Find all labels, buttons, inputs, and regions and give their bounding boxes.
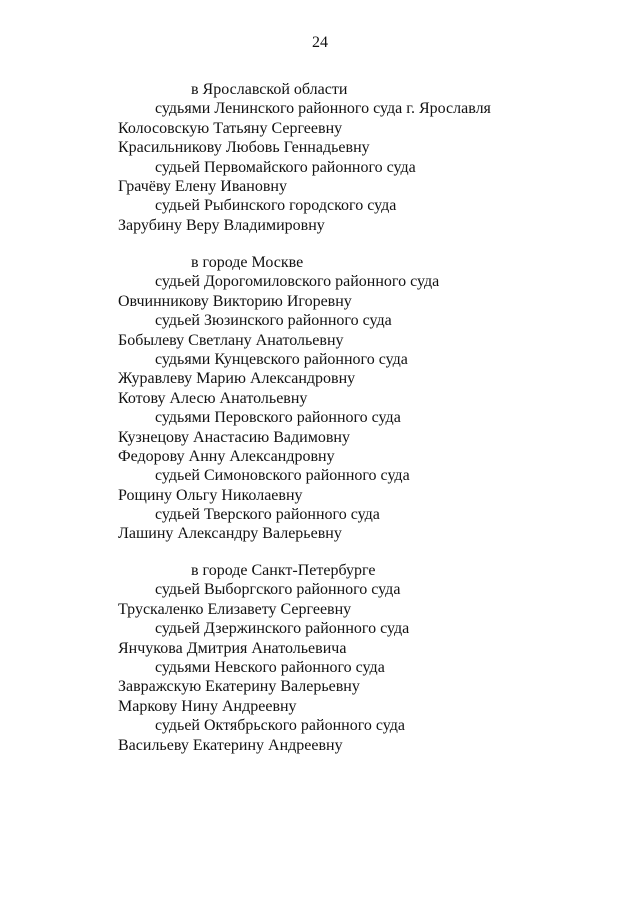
judge-name: Трускаленко Елизавету Сергеевну [118, 600, 352, 618]
court-heading: судьей Выборгского районного суда [155, 581, 401, 599]
judge-name: Овчинникову Викторию Игоревну [118, 292, 352, 310]
judge-name: Журавлеву Марию Александровну [118, 370, 356, 388]
court-heading: судьями Невского районного суда [155, 658, 385, 676]
region-heading: в городе Санкт-Петербурге [191, 562, 376, 579]
court-heading: судьями Кунцевского районного суда [155, 350, 408, 368]
judge-name: Федорову Анну Александровну [118, 447, 335, 465]
judge-name: Янчукова Дмитрия Анатольевича [118, 639, 347, 657]
court-heading: судьей Дзержинского районного суда [155, 620, 410, 638]
judge-name: Рощину Ольгу Николаевну [118, 486, 303, 504]
section-yaroslavl [118, 80, 618, 235]
judge-name: Васильеву Екатерину Андреевну [118, 736, 343, 754]
section-saint-petersburg [118, 561, 618, 755]
court-heading: судьей Октябрьского районного суда [155, 717, 405, 735]
court-heading: судьей Симоновского районного суда [155, 467, 410, 485]
judge-name: Зарубину Веру Владимировну [118, 216, 325, 234]
court-heading: судьей Зюзинского районного суда [155, 312, 392, 330]
judge-name: Бобылеву Светлану Анатольевну [118, 331, 344, 349]
judge-name: Завражскую Екатерину Валерьевну [118, 678, 360, 696]
region-heading: в городе Москве [191, 254, 304, 271]
section-moscow [118, 253, 618, 544]
region-heading: в Ярославской области [191, 81, 348, 98]
court-heading: судьей Первомайского районного суда [155, 158, 416, 176]
judge-name: Котову Алесю Анатольевну [118, 389, 308, 407]
judge-name: Колосовскую Татьяну Сергеевну [118, 119, 343, 137]
court-heading: судьей Рыбинского городского суда [155, 197, 397, 215]
page-number: 24 [312, 34, 328, 51]
court-heading: судьями Перовского районного суда [155, 409, 401, 427]
court-heading: судьей Тверского районного суда [155, 506, 380, 524]
judge-name: Грачёву Елену Ивановну [118, 177, 287, 195]
judge-name: Кузнецову Анастасию Вадимовну [118, 428, 350, 446]
judge-name: Лашину Александру Валерьевну [118, 525, 342, 543]
judge-name: Маркову Нину Андреевну [118, 697, 297, 715]
court-heading: судьями Ленинского районного суда г. Ярославля [155, 100, 491, 118]
court-heading: судьей Дорогомиловского районного суда [155, 273, 440, 291]
judge-name: Красильникову Любовь Геннадьевну [118, 139, 370, 157]
